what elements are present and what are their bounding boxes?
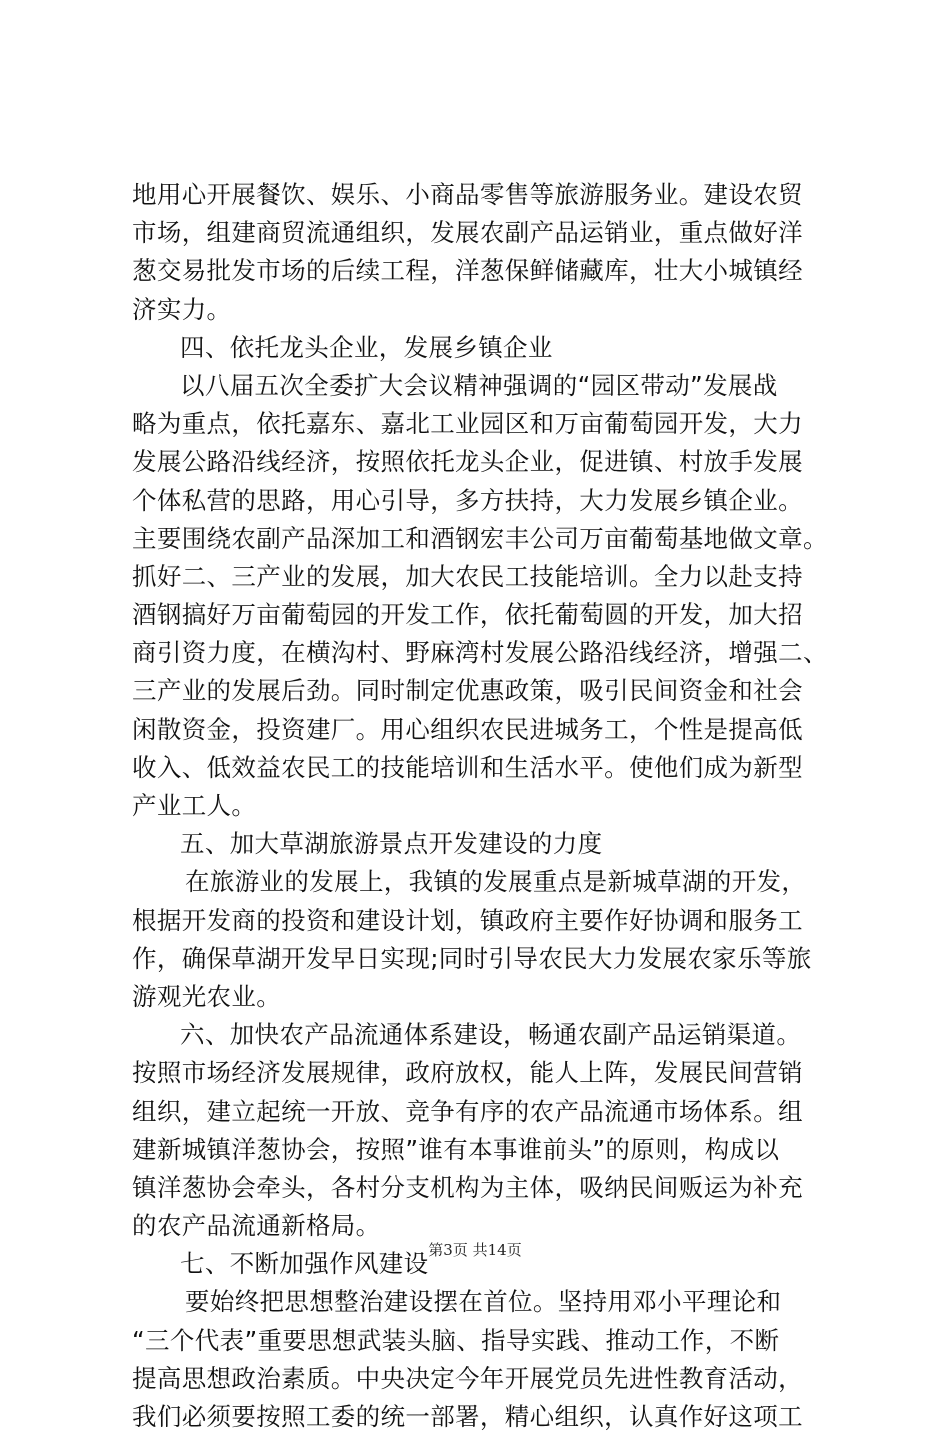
section-heading-4: 四、依托龙头企业，发展乡镇企业 (180, 332, 553, 362)
section-heading-5: 五、加大草湖旅游景点开发建设的力度 (180, 829, 603, 859)
page-number-footer: 第3页 共14页 (428, 1241, 522, 1259)
section-heading-7: 七、不断加强作风建设 (180, 1249, 429, 1279)
text-line: 抓好二、三产业的发展，加大农民工技能培训。全力以赴支持 (132, 561, 803, 591)
text-line: 的农产品流通新格局。 (132, 1211, 381, 1241)
text-line: 地用心开展餐饮、娱乐、小商品零售等旅游服务业。建设农贸 (132, 180, 803, 209)
text-line: 根据开发商的投资和建设计划，镇政府主要作好协调和服务工 (132, 905, 803, 935)
text-line: 产业工人。 (132, 791, 257, 820)
text-line: 葱交易批发市场的后续工程，洋葱保鲜储藏库，壮大小城镇经 (132, 256, 803, 286)
text-line: 济实力。 (132, 294, 232, 324)
text-line: 市场，组建商贸流通组织，发展农副产品运销业，重点做好洋 (132, 218, 803, 248)
text-line: 闲散资金，投资建厂。用心组织农民进城务工，个性是提高低 (132, 714, 803, 744)
text-line: 三产业的发展后劲。同时制定优惠政策，吸引民间资金和社会 (132, 676, 803, 706)
text-line: 主要围绕农副产品深加工和酒钢宏丰公司万亩葡萄基地做文章。 (132, 523, 828, 553)
text-line: 个体私营的思路，用心引导，多方扶持，大力发展乡镇企业。 (132, 485, 803, 515)
text-line: 镇洋葱协会牵头，各村分支机构为主体，吸纳民间贩运为补充 (132, 1172, 803, 1202)
text-line: 酒钢搞好万亩葡萄园的开发工作，依托葡萄圆的开发，加大招 (132, 600, 803, 630)
text-line: 作，确保草湖开发早日实现;同时引导农民大力发展农家乐等旅 (132, 943, 812, 973)
text-line: 要始终把思想整治建设摆在首位。坚持用邓小平理论和 (185, 1287, 782, 1317)
text-line: 建新城镇洋葱协会，按照”谁有本事谁前头”的原则，构成以 (132, 1134, 780, 1164)
text-line: 发展公路沿线经济，按照依托龙头企业，促进镇、村放手发展 (132, 447, 803, 477)
text-line: “三个代表”重要思想武装头脑、指导实践、推动工作，不断 (132, 1325, 780, 1355)
text-line: 提高思想政治素质。中央决定今年开展党员先进性教育活动， (132, 1363, 803, 1393)
text-line: 商引资力度，在横沟村、野麻湾村发展公路沿线经济，增强二、 (132, 638, 828, 668)
text-line: 以八届五次全委扩大会议精神强调的“园区带动”发展战 (180, 370, 778, 400)
text-line: 略为重点，依托嘉东、嘉北工业园区和万亩葡萄园开发，大力 (132, 409, 803, 439)
text-line: 收入、低效益农民工的技能培训和生活水平。使他们成为新型 (132, 752, 803, 782)
section-heading-6: 六、加快农产品流通体系建设，畅通农副产品运销渠道。 (180, 1020, 802, 1050)
text-line: 在旅游业的发展上，我镇的发展重点是新城草湖的开发， (185, 867, 807, 897)
text-line: 游观光农业。 (132, 981, 282, 1011)
text-line: 我们必须要按照工委的统一部署，精心组织，认真作好这项工 (132, 1402, 803, 1431)
text-line: 按照市场经济发展规律，政府放权，能人上阵，发展民间营销 (132, 1058, 803, 1088)
text-line: 组织，建立起统一开放、竞争有序的农产品流通市场体系。组 (132, 1096, 803, 1126)
